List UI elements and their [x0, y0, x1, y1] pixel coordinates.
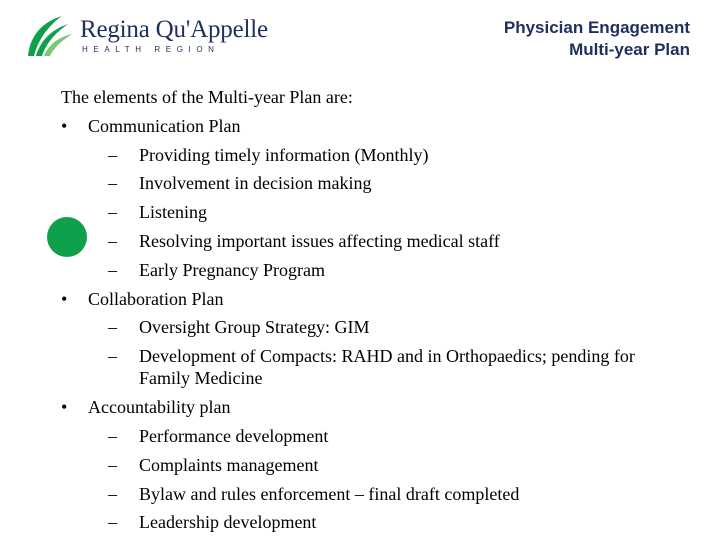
- list-item: [108, 141, 701, 170]
- dash-icon: –: [108, 173, 117, 194]
- plan-section: [61, 285, 701, 314]
- leaf-logo-icon: [22, 14, 78, 60]
- list-item: [108, 422, 701, 451]
- plan-section-label: Collaboration Plan: [88, 288, 224, 309]
- dash-icon: –: [108, 512, 117, 533]
- dash-icon: –: [108, 483, 117, 504]
- list-item-text: Leadership development: [139, 512, 317, 533]
- list-item-text: Resolving important issues affecting medical staff: [139, 230, 500, 251]
- list-item: [108, 313, 701, 342]
- plan-section: [61, 393, 701, 422]
- list-item: [108, 508, 701, 537]
- plan-section-label: Accountability plan: [88, 397, 231, 418]
- list-item-text: Development of Compacts: RAHD and in Orthopaedics; pending for Family Medicine: [139, 346, 635, 389]
- dash-icon: –: [108, 346, 117, 367]
- list-item: [108, 451, 701, 480]
- list-item: [108, 169, 701, 198]
- plan-section: [61, 112, 701, 141]
- list-item-text: Oversight Group Strategy: GIM: [139, 317, 370, 338]
- list-item-text: Involvement in decision making: [139, 173, 372, 194]
- slide-title-line-1: Physician Engagement: [503, 18, 690, 37]
- region-logo: [22, 14, 268, 58]
- bullet-icon: •: [61, 115, 68, 136]
- logo-name: Regina Qu'Appelle: [80, 16, 268, 43]
- slide-title-line-2: Multi-year Plan: [569, 40, 690, 59]
- slide-title: [504, 17, 690, 61]
- dash-icon: –: [108, 425, 117, 446]
- slide-body: [61, 83, 701, 537]
- dash-icon: –: [108, 230, 117, 251]
- plan-list: [61, 112, 701, 537]
- plan-sublist: [98, 141, 701, 285]
- list-item-text: Early Pregnancy Program: [139, 259, 325, 280]
- plan-subsection: [61, 313, 701, 393]
- list-item-text: Complaints management: [139, 454, 319, 475]
- list-item: [108, 342, 679, 393]
- intro-text: The elements of the Multi-year Plan are:: [61, 87, 353, 107]
- dash-icon: –: [108, 317, 117, 338]
- bullet-icon: •: [61, 397, 68, 418]
- dash-icon: –: [108, 144, 117, 165]
- plan-section-label: Communication Plan: [88, 115, 241, 136]
- list-item-text: Performance development: [139, 425, 329, 446]
- list-item: [108, 480, 701, 509]
- plan-sublist: [98, 422, 701, 537]
- logo-subtitle: HEALTH REGION: [82, 45, 220, 54]
- plan-subsection: [61, 422, 701, 537]
- list-item: [108, 256, 701, 285]
- dash-icon: –: [108, 454, 117, 475]
- list-item-text: Bylaw and rules enforcement – final draft completed: [139, 483, 520, 504]
- list-item: [108, 227, 701, 256]
- dash-icon: –: [108, 202, 117, 223]
- list-item: [108, 198, 701, 227]
- plan-subsection: [61, 141, 701, 285]
- dash-icon: –: [108, 259, 117, 280]
- list-item-text: Listening: [139, 202, 207, 223]
- list-item-text: Providing timely information (Monthly): [139, 144, 429, 165]
- bullet-icon: •: [61, 288, 68, 309]
- plan-sublist: [98, 313, 701, 393]
